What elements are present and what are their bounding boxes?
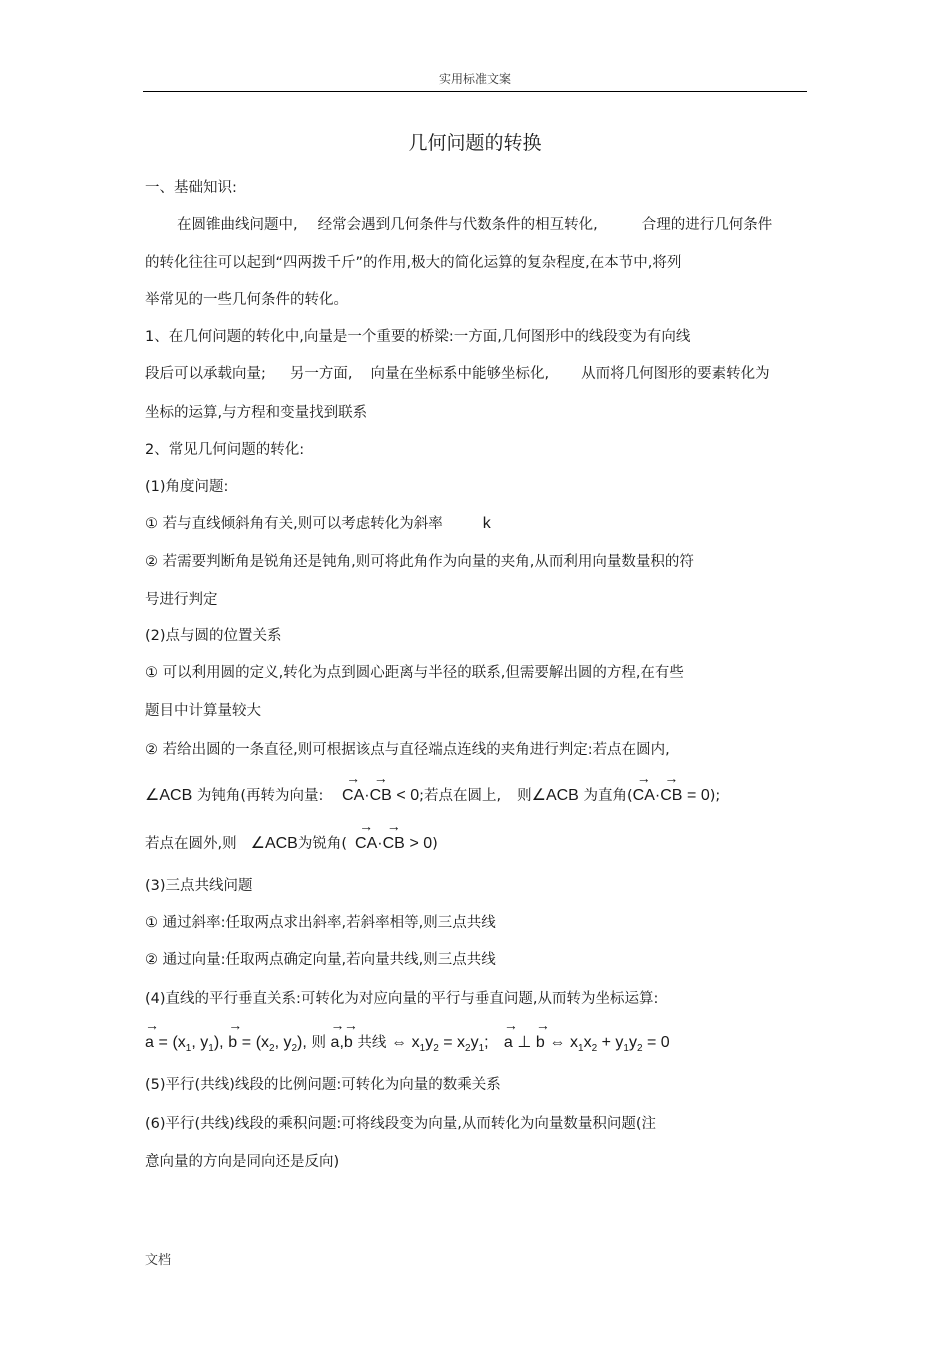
vector-a: → a [503,1017,518,1051]
subsection-product-line-1: (6)平行(共线)线段的乘积问题:可将线段变为向量,从而转化为向量数量积问题(注 [145,1116,657,1132]
vector-b: → b [343,1017,358,1051]
formula-text: 若点在圆外,则 [145,836,237,852]
vector-arrow-icon: → [145,1017,159,1033]
para-2: 2、常见几何问题的转化: [145,442,305,458]
formula-text: 为直角( [583,788,633,804]
item-text: ① 若与直线倾斜角有关,则可以考虑转化为斜率 [145,516,443,532]
dot-operator: · [377,835,383,852]
vector-cb: → CB [369,770,392,804]
vector-ca: → CA [355,818,378,852]
perpendicular-symbol: ⊥ [517,1034,532,1051]
vector-arrow-icon: → [535,1017,550,1033]
intro-text: 经常会遇到几何条件与代数条件的相互转化, [317,217,598,233]
formula-text: 则 [311,1035,326,1051]
relation-gt-zero: > 0 [409,835,433,852]
collinear-item-2: ② 通过向量:任取两点确定向量,若向量共线,则三点共线 [145,952,496,968]
subsection-point-circle: (2)点与圆的位置关系 [145,628,282,644]
formula-text: 为钝角(再转为向量: [196,788,324,804]
vector-b: → b [535,1017,550,1051]
circle-item-1-line-1: ① 可以利用圆的定义,转化为点到圆心距离与半径的联系,但需要解出圆的方程,在有些 [145,665,684,681]
para-text: 段后可以承载向量; [145,366,266,382]
vector-arrow-icon: → [373,770,388,786]
vector-arrow-icon: → [359,818,374,834]
intro-line-1 [145,213,772,234]
formula-text: ;若点在圆上, [419,788,502,804]
para-1-line-2 [145,362,770,383]
subsection-collinear: (3)三点共线问题 [145,878,253,894]
para-text: 向量在坐标系中能够坐标化, [370,366,550,382]
vector-arrow-icon: → [503,1017,518,1033]
para-text: 从而将几何图形的要素转化为 [581,366,770,382]
vector-ca: → CA [342,770,365,804]
vector-arrow-icon: → [346,770,361,786]
coord-b: ($x_2$, $y_2$), [255,1034,307,1055]
parallel-condition: $x_1y_2 = x_2y_1$ [411,1034,485,1055]
intro-line-2: 的转化往往可以起到“四两拨千斤”的作用,极大的简化运算的复杂程度,在本节中,将列 [145,255,682,271]
circle-formula-line-2 [145,818,438,853]
relation-lt-zero: < 0 [396,787,420,804]
equals-sign: = [158,1034,168,1051]
coord-a: ($x_1$, $y_1$), [172,1034,224,1055]
vector-a: → a [145,1017,159,1051]
angle-item-2-line-1: ② 若需要判断角是锐角还是钝角,则可将此角作为向量的夹角,从而利用向量数量积的符 [145,554,694,570]
perpendicular-condition: $x_1x_2 + y_1y_2 = 0$ [570,1034,670,1055]
formula-text: 为锐角( [297,836,348,852]
vector-cb: → CB [382,818,405,852]
parallel-formula-line: → $a = (x_1$, $y_1$), → $b = (x_2$, $y_2$), 则 → a, → b 共线 ⇔ $x_1y_2 = x_2y_1$; → a ⊥ → b ⇔ $x_1x_2 + y_1y_2 = 0$ [145,1017,670,1055]
intro-text: 在圆锥曲线问题中, [177,217,298,233]
intro-text: 合理的进行几何条件 [641,217,773,233]
subsection-ratio: (5)平行(共线)线段的比例问题:可转化为向量的数乘关系 [145,1077,501,1093]
angle-acb: ∠ACB [250,835,298,852]
page-footer: 文档 [145,1253,172,1268]
iff-symbol: ⇔ [549,1034,566,1051]
vector-b: → b [228,1017,243,1051]
section-heading: 一、基础知识: [145,180,237,196]
vector-arrow-icon: → [386,818,401,834]
para-1-line-3: 坐标的运算,与方程和变量找到联系 [145,405,368,421]
vector-arrow-icon: → [664,770,679,786]
para-text: 另一方面, [289,366,353,382]
dot-operator: · [364,787,370,804]
subsection-angle: (1)角度问题: [145,479,229,495]
vector-arrow-icon: → [343,1017,358,1033]
formula-text: 共线 [357,1035,387,1051]
intro-line-3: 举常见的一些几何条件的转化。 [145,292,348,308]
relation-eq-zero: = 0 [687,787,710,804]
subsection-product-line-2: 意向量的方向是同向还是反向) [145,1154,340,1170]
collinear-item-1: ① 通过斜率:任取两点求出斜率,若斜率相等,则三点共线 [145,915,496,931]
circle-formula-line-1 [145,770,721,805]
angle-item-1 [145,512,491,533]
angle-acb: ∠ACB [145,787,193,804]
vector-a: → a [330,1017,345,1051]
formula-text: 则 [517,788,532,804]
page-title: 几何问题的转换 [408,132,542,154]
vector-ca: → CA [632,770,655,804]
subsection-parallel-perpendicular: (4)直线的平行垂直关系:可转化为对应向量的平行与垂直问题,从而转为坐标运算: [145,991,659,1007]
angle-acb: ∠ACB [531,787,579,804]
circle-item-1-line-2: 题目中计算量较大 [145,703,261,719]
page-header: 实用标准文案 [438,72,511,86]
formula-text: ); [709,788,721,804]
header-rule [143,91,807,92]
semicolon: ; [484,1034,489,1051]
vector-arrow-icon: → [330,1017,345,1033]
circle-item-2: ② 若给出圆的一条直径,则可根据该点与直径端点连线的夹角进行判定:若点在圆内, [145,742,670,758]
equals-sign: = [241,1034,252,1051]
vector-arrow-icon: → [228,1017,243,1033]
dot-operator: · [654,787,661,804]
formula-text: ) [432,836,438,852]
vector-arrow-icon: → [636,770,651,786]
slope-k: k [482,515,491,532]
iff-symbol: ⇔ [391,1034,408,1051]
para-1-line-1: 1、在几何问题的转化中,向量是一个重要的桥梁:一方面,几何图形中的线段变为有向线 [145,329,691,345]
angle-item-2-line-2: 号进行判定 [145,592,218,608]
vector-cb: → CB [660,770,683,804]
